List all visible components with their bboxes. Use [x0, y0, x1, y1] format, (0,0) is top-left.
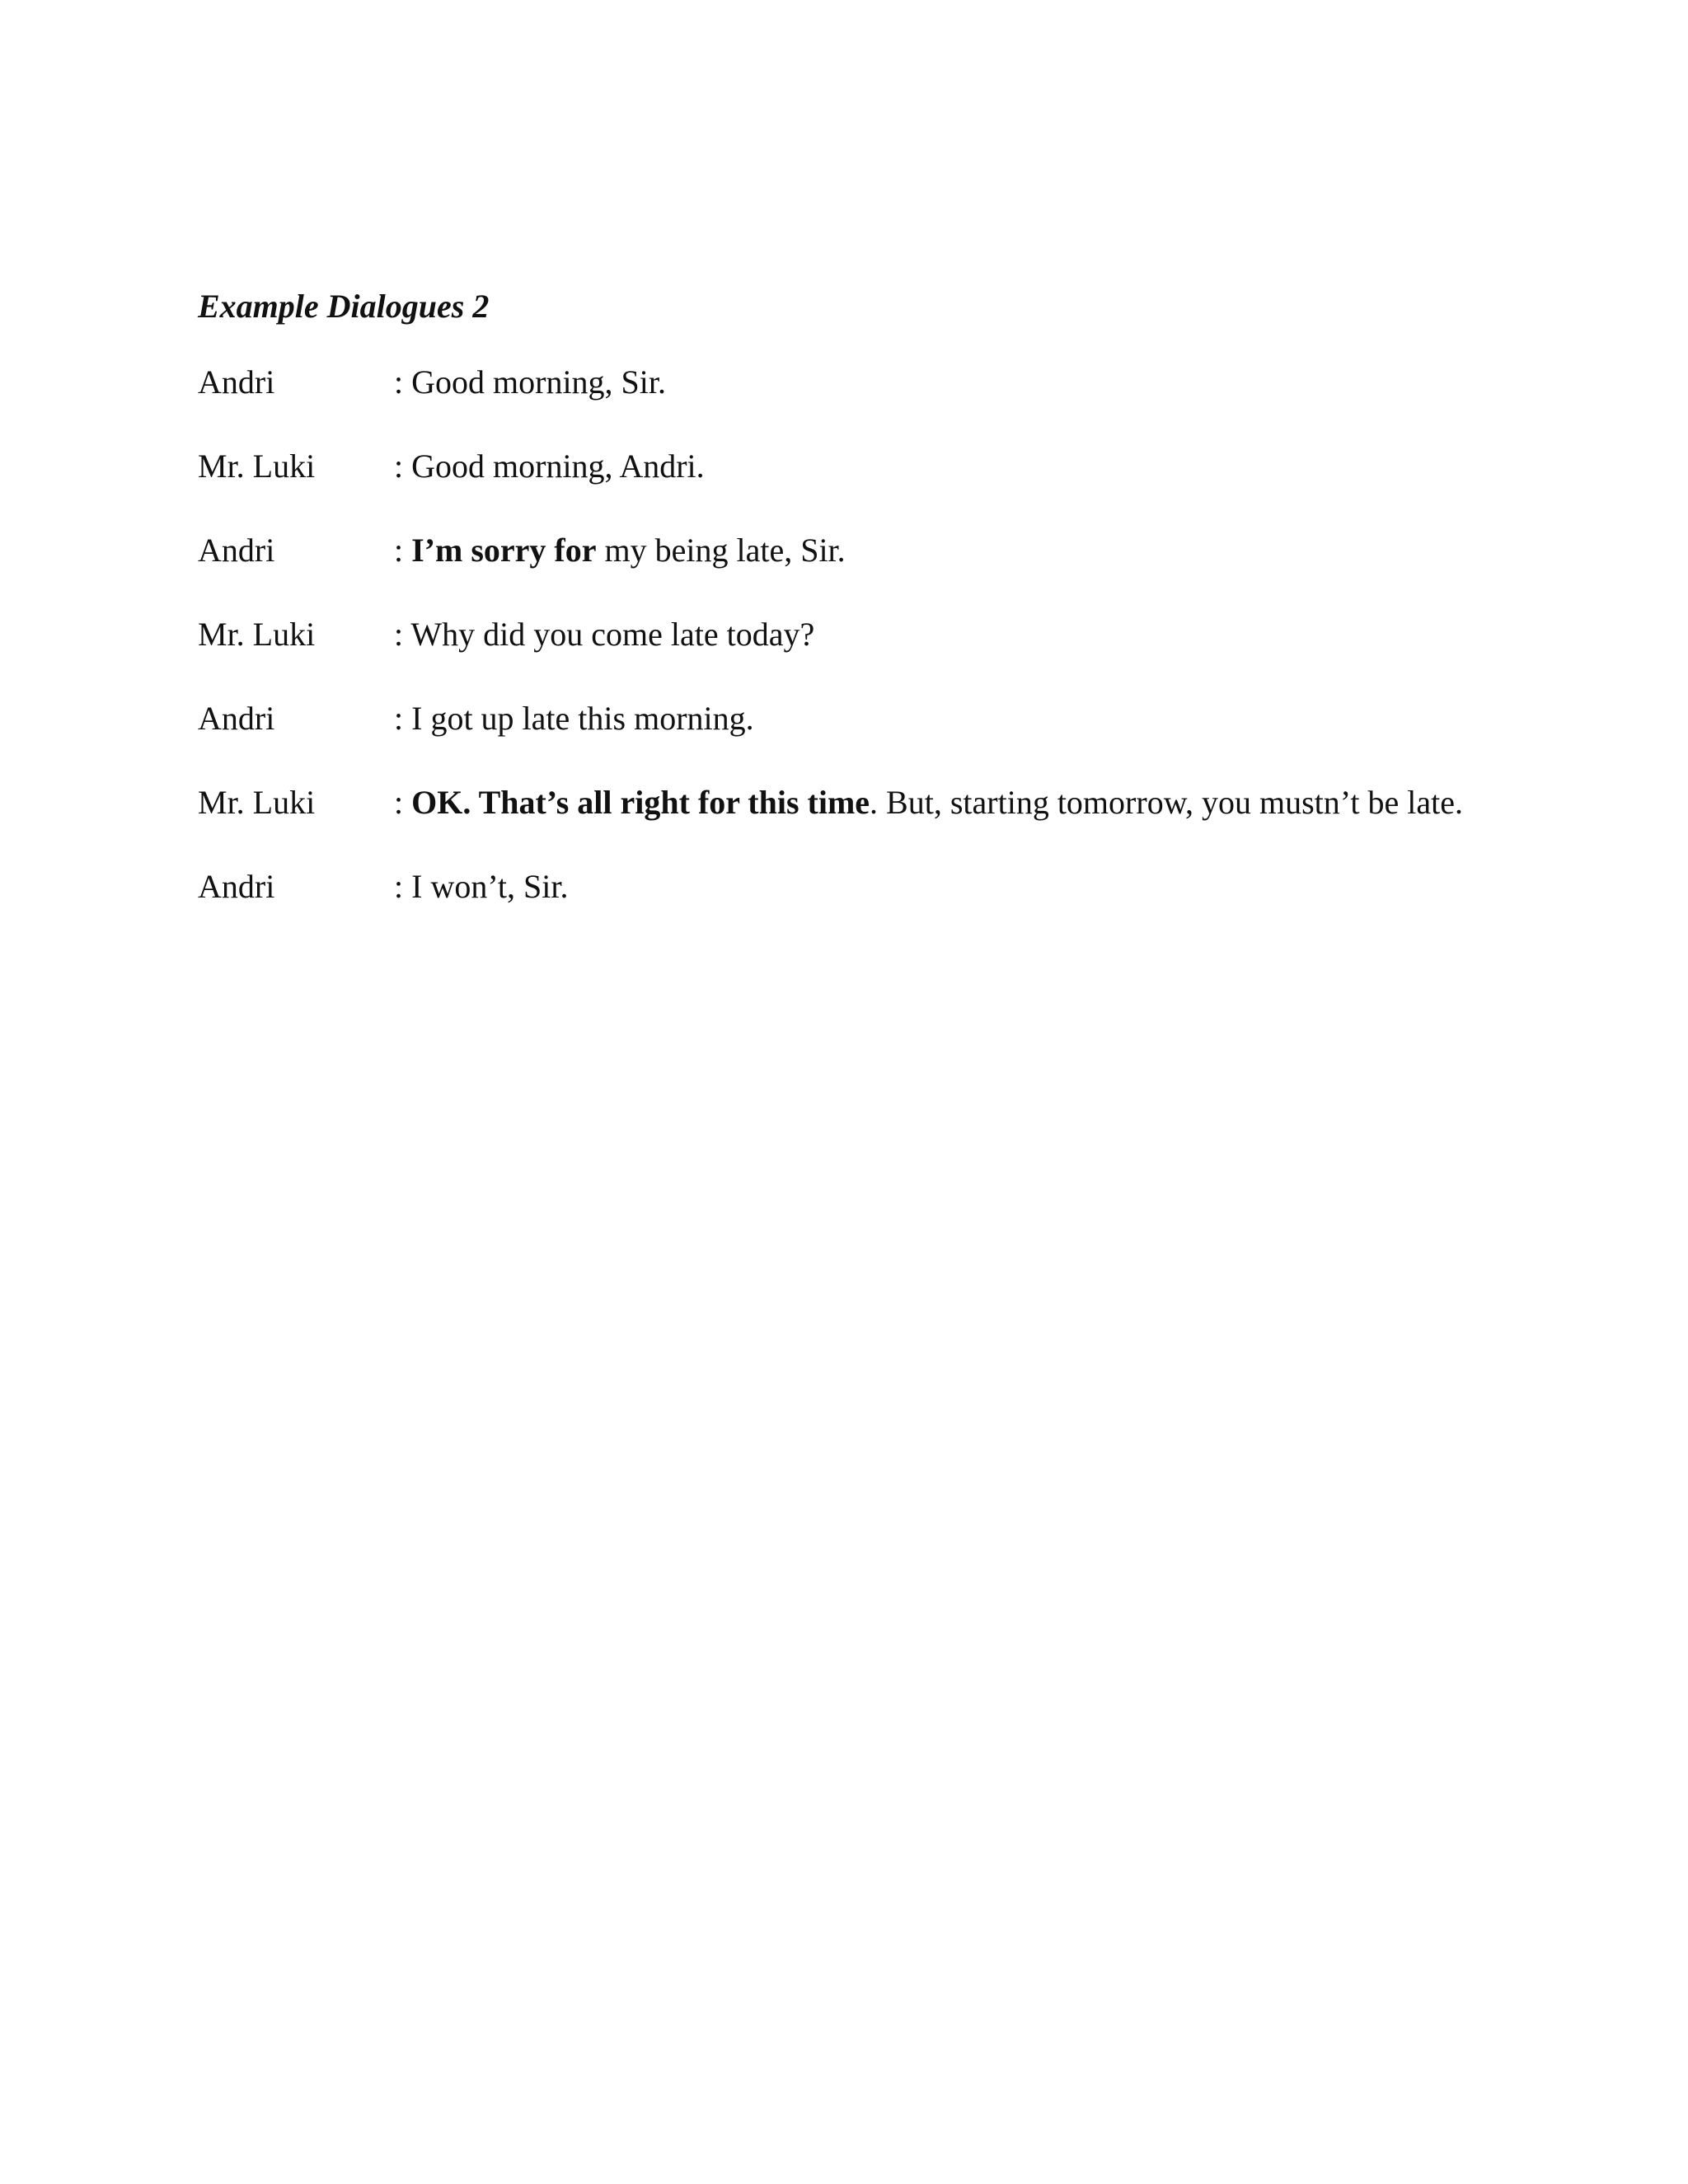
dialogue-line — [198, 447, 1599, 531]
dialogue-utterance — [394, 699, 754, 738]
dialogue-line — [198, 363, 1599, 447]
speaker-name: Andri — [198, 868, 275, 905]
colon-separator: : — [394, 868, 412, 905]
colon-separator: : — [394, 700, 412, 737]
utterance-text: . But, starting tomorrow, you mustn’t be late. — [870, 784, 1463, 821]
dialogue-line — [198, 615, 1599, 699]
speaker-name: Mr. Luki — [198, 616, 316, 653]
dialogue-line — [198, 867, 1599, 951]
dialogue-utterance — [394, 531, 846, 570]
dialogue-line — [198, 783, 1599, 867]
speaker-name: Andri — [198, 532, 275, 569]
colon-separator: : — [394, 363, 412, 401]
emphasized-expression: OK. That’s all right for this time — [411, 784, 870, 821]
utterance-text: Why did you come late today? — [410, 616, 815, 653]
utterance-text: I got up late this morning. — [411, 700, 754, 737]
dialogue-line — [198, 531, 1599, 615]
colon-separator: : — [394, 784, 412, 821]
dialogue-utterance — [394, 363, 666, 402]
dialogue-utterance — [394, 615, 814, 654]
speaker-name: Andri — [198, 363, 275, 401]
dialogue-list — [198, 363, 1599, 951]
utterance-text: my being late, Sir. — [596, 532, 846, 569]
document-heading: Example Dialogues 2 — [198, 288, 490, 325]
emphasized-expression: I’m sorry for — [411, 532, 597, 569]
speaker-name: Mr. Luki — [198, 448, 316, 485]
utterance-text: Good morning, Sir. — [411, 363, 667, 401]
colon-separator: : — [394, 448, 412, 485]
utterance-text: I won’t, Sir. — [411, 868, 569, 905]
speaker-name: Andri — [198, 700, 275, 737]
utterance-text: Good morning, Andri. — [411, 448, 705, 485]
colon-separator: : — [394, 532, 412, 569]
dialogue-utterance — [394, 783, 1463, 823]
speaker-name: Mr. Luki — [198, 784, 316, 821]
dialogue-line — [198, 699, 1599, 783]
dialogue-utterance — [394, 867, 569, 907]
colon-separator: : — [394, 616, 411, 653]
dialogue-utterance — [394, 447, 705, 486]
